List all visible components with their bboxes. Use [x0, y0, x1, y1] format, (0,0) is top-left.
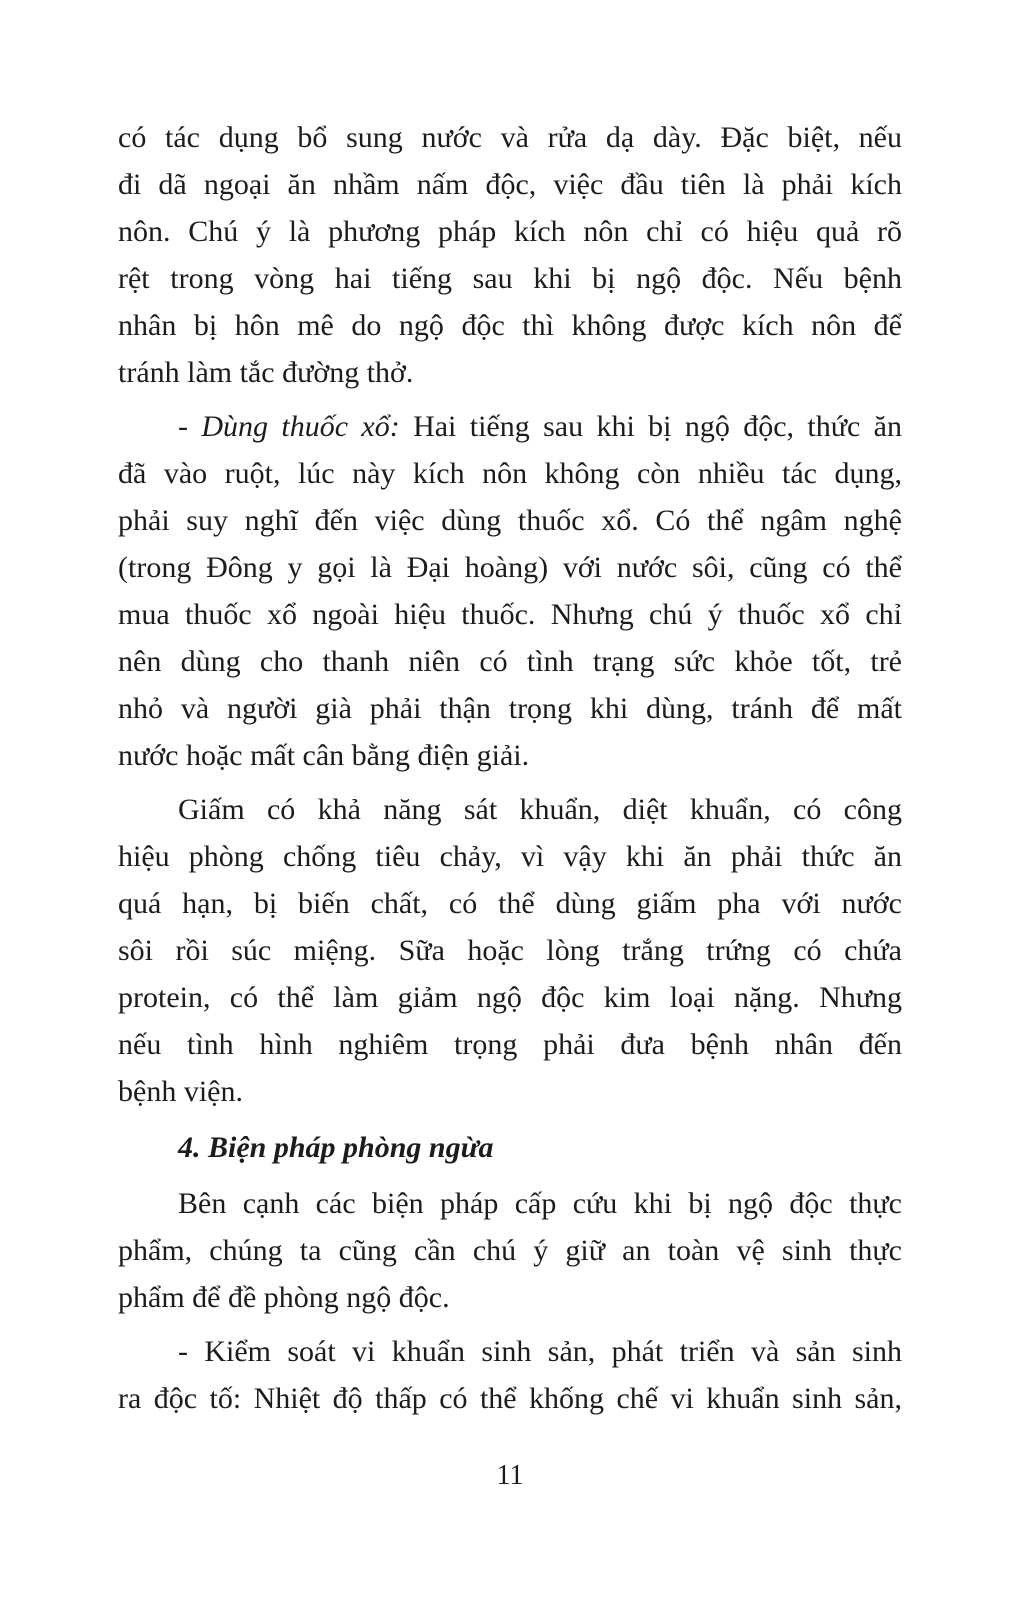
text-span: Hai tiếng sau khi bị ngộ độc, thức ăn — [413, 410, 902, 443]
text-line: nước hoặc mất cân bằng điện giải. — [118, 739, 530, 772]
text-line: phẩm để đề phòng ngộ độc. — [118, 1281, 450, 1314]
paragraph-prevention-intro — [118, 1180, 902, 1321]
text-line: nhân bị hôn mê do ngộ độc thì không được kích nôn để — [118, 309, 902, 342]
text-line: phải suy nghĩ đến việc dùng thuốc xổ. Có thể ngâm nghệ — [118, 504, 902, 537]
text-line: có tác dụng bổ sung nước và rửa dạ dày. Đặc biệt, nếu — [118, 121, 902, 154]
text-line — [118, 403, 902, 450]
text-line: nhỏ và người già phải thận trọng khi dùng, tránh để mất — [118, 692, 902, 725]
text-line: (trong Đông y gọi là Đại hoàng) với nước sôi, cũng có thể — [118, 551, 902, 584]
text-line: ra độc tố: Nhiệt độ thấp có thể khống chế vi khuẩn sinh sản, — [118, 1382, 902, 1415]
text-line: nên dùng cho thanh niên có tình trạng sức khỏe tốt, trẻ — [118, 645, 902, 678]
section-heading: 4. Biện pháp phòng ngừa — [178, 1131, 494, 1164]
text-line: Giấm có khả năng sát khuẩn, diệt khuẩn, có công — [178, 793, 902, 826]
text-line: bệnh viện. — [118, 1075, 243, 1108]
paragraph-bacteria-control — [118, 1328, 902, 1422]
text-line: sôi rồi súc miệng. Sữa hoặc lòng trắng trứng có chứa — [118, 934, 902, 967]
text-line: hiệu phòng chống tiêu chảy, vì vậy khi ăn phải thức ăn — [118, 840, 902, 873]
text-line: rệt trong vòng hai tiếng sau khi bị ngộ độc. Nếu bệnh — [118, 262, 902, 295]
page-number: 11 — [496, 1460, 524, 1491]
text-line: quá hạn, bị biến chất, có thể dùng giấm pha với nước — [118, 887, 902, 920]
text-line: đi dã ngoại ăn nhầm nấm độc, việc đầu tiên là phải kích — [118, 168, 902, 201]
inline-term-italic: - Dùng thuốc xổ: — [178, 410, 400, 443]
text-line: đã vào ruột, lúc này kích nôn không còn nhiều tác dụng, — [118, 457, 902, 490]
text-line: - Kiểm soát vi khuẩn sinh sản, phát triển và sản sinh — [178, 1335, 902, 1368]
paragraph-laxative — [118, 403, 902, 779]
text-line: mua thuốc xổ ngoài hiệu thuốc. Nhưng chú ý thuốc xổ chỉ — [118, 598, 902, 631]
text-line: phẩm, chúng ta cũng cần chú ý giữ an toàn vệ sinh thực — [118, 1234, 902, 1267]
paragraph-vinegar — [118, 786, 902, 1115]
text-line: tránh làm tắc đường thở. — [118, 356, 414, 389]
text-line: nếu tình hình nghiêm trọng phải đưa bệnh nhân đến — [118, 1028, 902, 1061]
paragraph-continuation — [118, 114, 902, 396]
text-line: protein, có thể làm giảm ngộ độc kim loại nặng. Nhưng — [118, 981, 902, 1014]
text-line: nôn. Chú ý là phương pháp kích nôn chỉ có hiệu quả rõ — [118, 215, 902, 248]
text-line: Bên cạnh các biện pháp cấp cứu khi bị ngộ độc thực — [178, 1187, 902, 1220]
